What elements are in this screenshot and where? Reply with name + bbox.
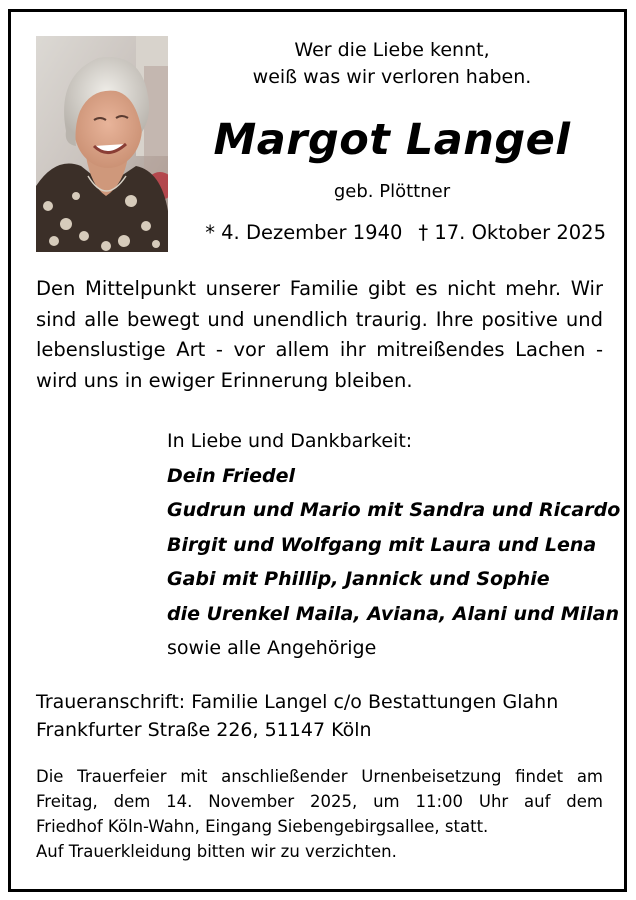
death-date: † 17. Oktober 2025 <box>418 221 606 244</box>
notice-line: Auf Trauerkleidung bitten wir zu verzichten. <box>36 842 397 861</box>
notice-line: Die Trauerfeier mit anschließender Urnenbeisetzung findet am <box>36 767 603 786</box>
mourners-intro: In Liebe und Dankbarkeit: <box>167 430 413 452</box>
motto-line-2: weiß was wir verloren haben. <box>252 66 532 88</box>
mourning-address <box>36 688 603 744</box>
mourner-name: Dein Friedel <box>167 464 295 487</box>
notice-line: Freitag, dem 14. November 2025, um 11:00 Uhr auf dem <box>36 792 603 811</box>
mourner-name: Gudrun und Mario mit Sandra und Ricardo <box>167 499 621 521</box>
life-dates <box>191 220 606 246</box>
notice-line: Friedhof Köln-Wahn, Eingang Siebengebirgsallee, statt. <box>36 817 489 836</box>
birth-date: * 4. Dezember 1940 <box>205 221 403 244</box>
mourners-closing: sowie alle Angehörige <box>167 637 377 659</box>
maiden-name: geb. Plöttner <box>333 181 451 202</box>
portrait-photo <box>36 36 168 252</box>
tribute-line: sind alle bewegt und unendlich traurig. Ihre positive und <box>36 307 603 331</box>
deceased-name: Margot Langel <box>213 115 571 165</box>
tribute-paragraph <box>36 274 603 396</box>
address-line-2: Frankfurter Straße 226, 51147 Köln <box>36 719 372 741</box>
mourner-name: die Urenkel Maila, Aviana, Alani und Milan <box>167 602 620 625</box>
obituary-card <box>8 9 627 892</box>
address-line-1: Traueranschrift: Familie Langel c/o Bestattungen Glahn <box>36 691 559 713</box>
motto <box>181 37 603 91</box>
funeral-notice <box>36 764 603 864</box>
mourners-list <box>167 424 621 666</box>
tribute-line: lebenslustige Art - vor allem ihr mitreißendes Lachen - <box>36 338 603 361</box>
motto-line-1: Wer die Liebe kennt, <box>294 39 490 61</box>
mourner-name: Gabi mit Phillip, Jannick und Sophie <box>167 568 550 590</box>
tribute-line: wird uns in ewiger Erinnerung bleiben. <box>36 368 413 392</box>
tribute-line: Den Mittelpunkt unserer Familie gibt es nicht mehr. Wir <box>36 277 603 300</box>
mourner-name: Birgit und Wolfgang mit Laura und Lena <box>167 533 597 556</box>
